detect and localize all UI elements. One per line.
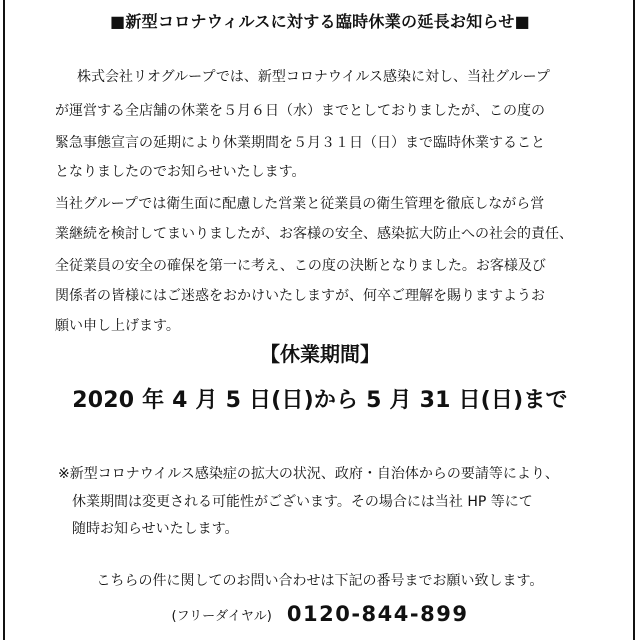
phone-label: (フリーダイヤル) xyxy=(171,608,272,624)
body-line: 業継続を検討してまいりましたが、お客様の安全、感染拡大防止への社会的責任、 xyxy=(55,226,573,242)
phone-number[interactable]: 0120-844-899 xyxy=(286,602,469,626)
body-line: 関係者の皆様にはご迷惑をおかけいたしますが、何卒ご理解を賜りますようお xyxy=(55,288,545,304)
notice-title: ■新型コロナウィルスに対する臨時休業の延長お知らせ■ xyxy=(109,12,531,31)
note-line: ※新型コロナウイルス感染症の拡大の状況、政府・自治体からの要請等により、 xyxy=(58,466,559,482)
body-line: が運営する全店舗の休業を５月６日（水）までとしておりましたが、この度の xyxy=(55,103,545,119)
contact-text: こちらの件に関してのお問い合わせは下記の番号までお願い致します。 xyxy=(96,573,544,589)
body-line: となりましたのでお知らせいたします。 xyxy=(55,164,306,180)
body-line: 当社グループでは衛生面に配慮した営業と従業員の衛生管理を徹底しながら営 xyxy=(55,196,545,212)
body-line: 願い申し上げます。 xyxy=(55,318,180,334)
note-line: 随時お知らせいたします。 xyxy=(72,521,239,537)
closure-period-heading: 【休業期間】 xyxy=(260,342,380,366)
phone-row xyxy=(0,602,640,626)
body-line: 緊急事態宣言の延期により休業期間を５月３１日（日）まで臨時休業すること xyxy=(55,135,545,151)
body-line: 株式会社リオグループでは、新型コロナウイルス感染に対し、当社グループ xyxy=(77,69,550,85)
note-line: 休業期間は変更される可能性がございます。その場合には当社 HP 等にて xyxy=(72,494,533,510)
closure-period-dates: 2020 年 4 月 5 日(日)から 5 月 31 日(日)まで xyxy=(72,388,568,413)
body-line: 全従業員の安全の確保を第一に考え、この度の決断となりました。お客様及び xyxy=(55,258,546,274)
